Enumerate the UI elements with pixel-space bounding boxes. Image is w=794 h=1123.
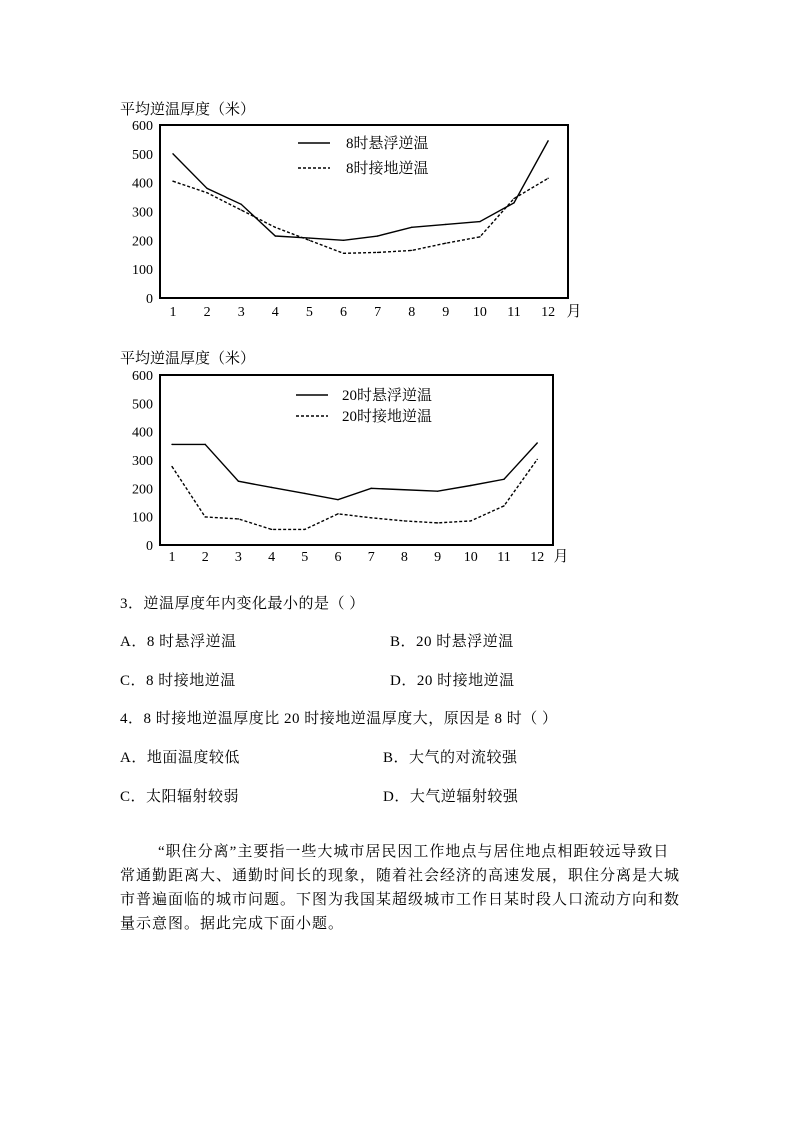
data-point (377, 252, 378, 253)
y-tick-label: 300 (132, 454, 153, 469)
passage-line: 市普遍面临的城市问题。下图为我国某超级城市工作日某时段人口流动方向和数 (120, 892, 681, 908)
legend-label: 8时悬浮逆温 (346, 136, 429, 152)
x-tick-label: 8 (400, 550, 408, 565)
question-3-option-c: C．8 时接地逆温 (120, 673, 236, 689)
y-axis-label: 平均逆温厚度（米） (120, 102, 256, 118)
data-point (304, 493, 305, 494)
data-point (503, 479, 504, 480)
data-point (309, 240, 310, 241)
x-tick-label: 2 (201, 550, 209, 565)
y-tick-label: 600 (132, 369, 153, 384)
x-tick-label: 6 (334, 550, 342, 565)
data-point (411, 250, 412, 251)
legend-label: 8时接地逆温 (346, 161, 429, 177)
x-tick-label: 10 (463, 550, 478, 565)
x-tick-label: 7 (367, 550, 375, 565)
question-4-option-b: B．大气的对流较强 (383, 750, 518, 766)
passage-line: “职住分离”主要指一些大城市居民因工作地点与居住地点相距较远导致日 (158, 844, 670, 860)
question-4-stem: 4．8 时接地逆温厚度比 20 时接地逆温厚度大，原因是 8 时（ ） (120, 711, 558, 727)
data-point (343, 240, 344, 241)
question-4-option-a: A．地面温度较低 (120, 750, 240, 766)
data-point (537, 459, 538, 460)
data-point (241, 204, 242, 205)
data-point (437, 522, 438, 523)
x-tick-label: 4 (271, 305, 279, 320)
x-tick-label: 5 (301, 550, 309, 565)
x-tick-label: 11 (497, 550, 511, 565)
x-tick-label: 7 (374, 305, 382, 320)
x-tick-label: 10 (472, 305, 487, 320)
y-tick-label: 100 (132, 263, 153, 279)
y-tick-label: 0 (146, 292, 153, 307)
y-tick-label: 500 (132, 147, 153, 163)
y-tick-label: 500 (132, 397, 153, 413)
y-axis-label: 平均逆温厚度（米） (120, 351, 256, 367)
data-point (172, 153, 173, 154)
x-axis-label: 月 (566, 304, 582, 320)
chart-2 (120, 349, 569, 565)
data-point (304, 529, 305, 530)
data-point (503, 505, 504, 506)
chart-1 (120, 100, 582, 320)
data-point (271, 529, 272, 530)
x-tick-label: 3 (234, 550, 242, 565)
x-tick-label: 1 (168, 550, 176, 565)
y-tick-label: 400 (132, 425, 153, 441)
legend-label: 20时悬浮逆温 (342, 388, 433, 404)
data-point (547, 178, 548, 179)
x-axis-label: 月 (553, 549, 569, 565)
y-tick-label: 200 (132, 234, 153, 250)
data-point (547, 140, 548, 141)
x-tick-label: 12 (541, 305, 556, 320)
x-tick-label: 8 (408, 305, 416, 320)
x-tick-label: 9 (442, 305, 450, 320)
x-tick-label: 9 (434, 550, 442, 565)
data-point (172, 181, 173, 182)
data-point (411, 227, 412, 228)
passage-line: 量示意图。据此完成下面小题。 (120, 916, 345, 932)
data-point (337, 513, 338, 514)
x-tick-label: 4 (268, 550, 276, 565)
data-point (513, 202, 514, 203)
series-line-1 (173, 141, 548, 240)
data-point (371, 488, 372, 489)
question-3-stem: 3．逆温厚度年内变化最小的是（ ） (120, 596, 365, 612)
y-tick-label: 0 (146, 539, 153, 554)
x-tick-label: 12 (530, 550, 545, 565)
data-point (205, 516, 206, 517)
data-point (537, 442, 538, 443)
x-tick-label: 11 (507, 305, 521, 320)
data-point (479, 221, 480, 222)
x-tick-label: 6 (340, 305, 347, 320)
data-point (404, 489, 405, 490)
x-tick-label: 2 (203, 305, 211, 320)
legend-label: 20时接地逆温 (342, 409, 433, 425)
y-tick-label: 200 (132, 482, 153, 498)
y-tick-label: 100 (132, 510, 153, 526)
data-point (479, 236, 480, 237)
data-point (404, 520, 405, 521)
data-point (241, 209, 242, 210)
data-point (470, 485, 471, 486)
question-3-option-a: A．8 时悬浮逆温 (120, 634, 237, 650)
data-point (275, 235, 276, 236)
data-point (309, 237, 310, 238)
data-point (445, 243, 446, 244)
data-point (171, 444, 172, 445)
data-point (470, 520, 471, 521)
data-point (445, 224, 446, 225)
data-point (206, 188, 207, 189)
data-point (437, 490, 438, 491)
data-point (205, 444, 206, 445)
data-point (513, 198, 514, 199)
question-3-option-d: D．20 时接地逆温 (390, 673, 515, 689)
data-point (343, 253, 344, 254)
question-3-option-b: B．20 时悬浮逆温 (390, 634, 514, 650)
series-line-1 (172, 443, 537, 500)
data-point (206, 192, 207, 193)
data-point (337, 499, 338, 500)
x-tick-label: 1 (169, 305, 177, 320)
y-tick-label: 400 (132, 176, 153, 192)
data-point (238, 481, 239, 482)
data-point (275, 227, 276, 228)
passage-line: 常通勤距离大、通勤时间长的现象，随着社会经济的高速发展，职住分离是大城 (120, 868, 681, 884)
y-tick-label: 600 (132, 119, 153, 134)
data-point (377, 235, 378, 236)
data-point (371, 517, 372, 518)
data-point (171, 466, 172, 467)
x-tick-label: 3 (237, 305, 245, 320)
question-4-option-c: C．太阳辐射较弱 (120, 789, 240, 805)
question-4-option-d: D．大气逆辐射较强 (383, 789, 519, 805)
data-point (238, 518, 239, 519)
y-tick-label: 300 (132, 205, 153, 221)
data-point (271, 487, 272, 488)
x-tick-label: 5 (305, 305, 313, 320)
